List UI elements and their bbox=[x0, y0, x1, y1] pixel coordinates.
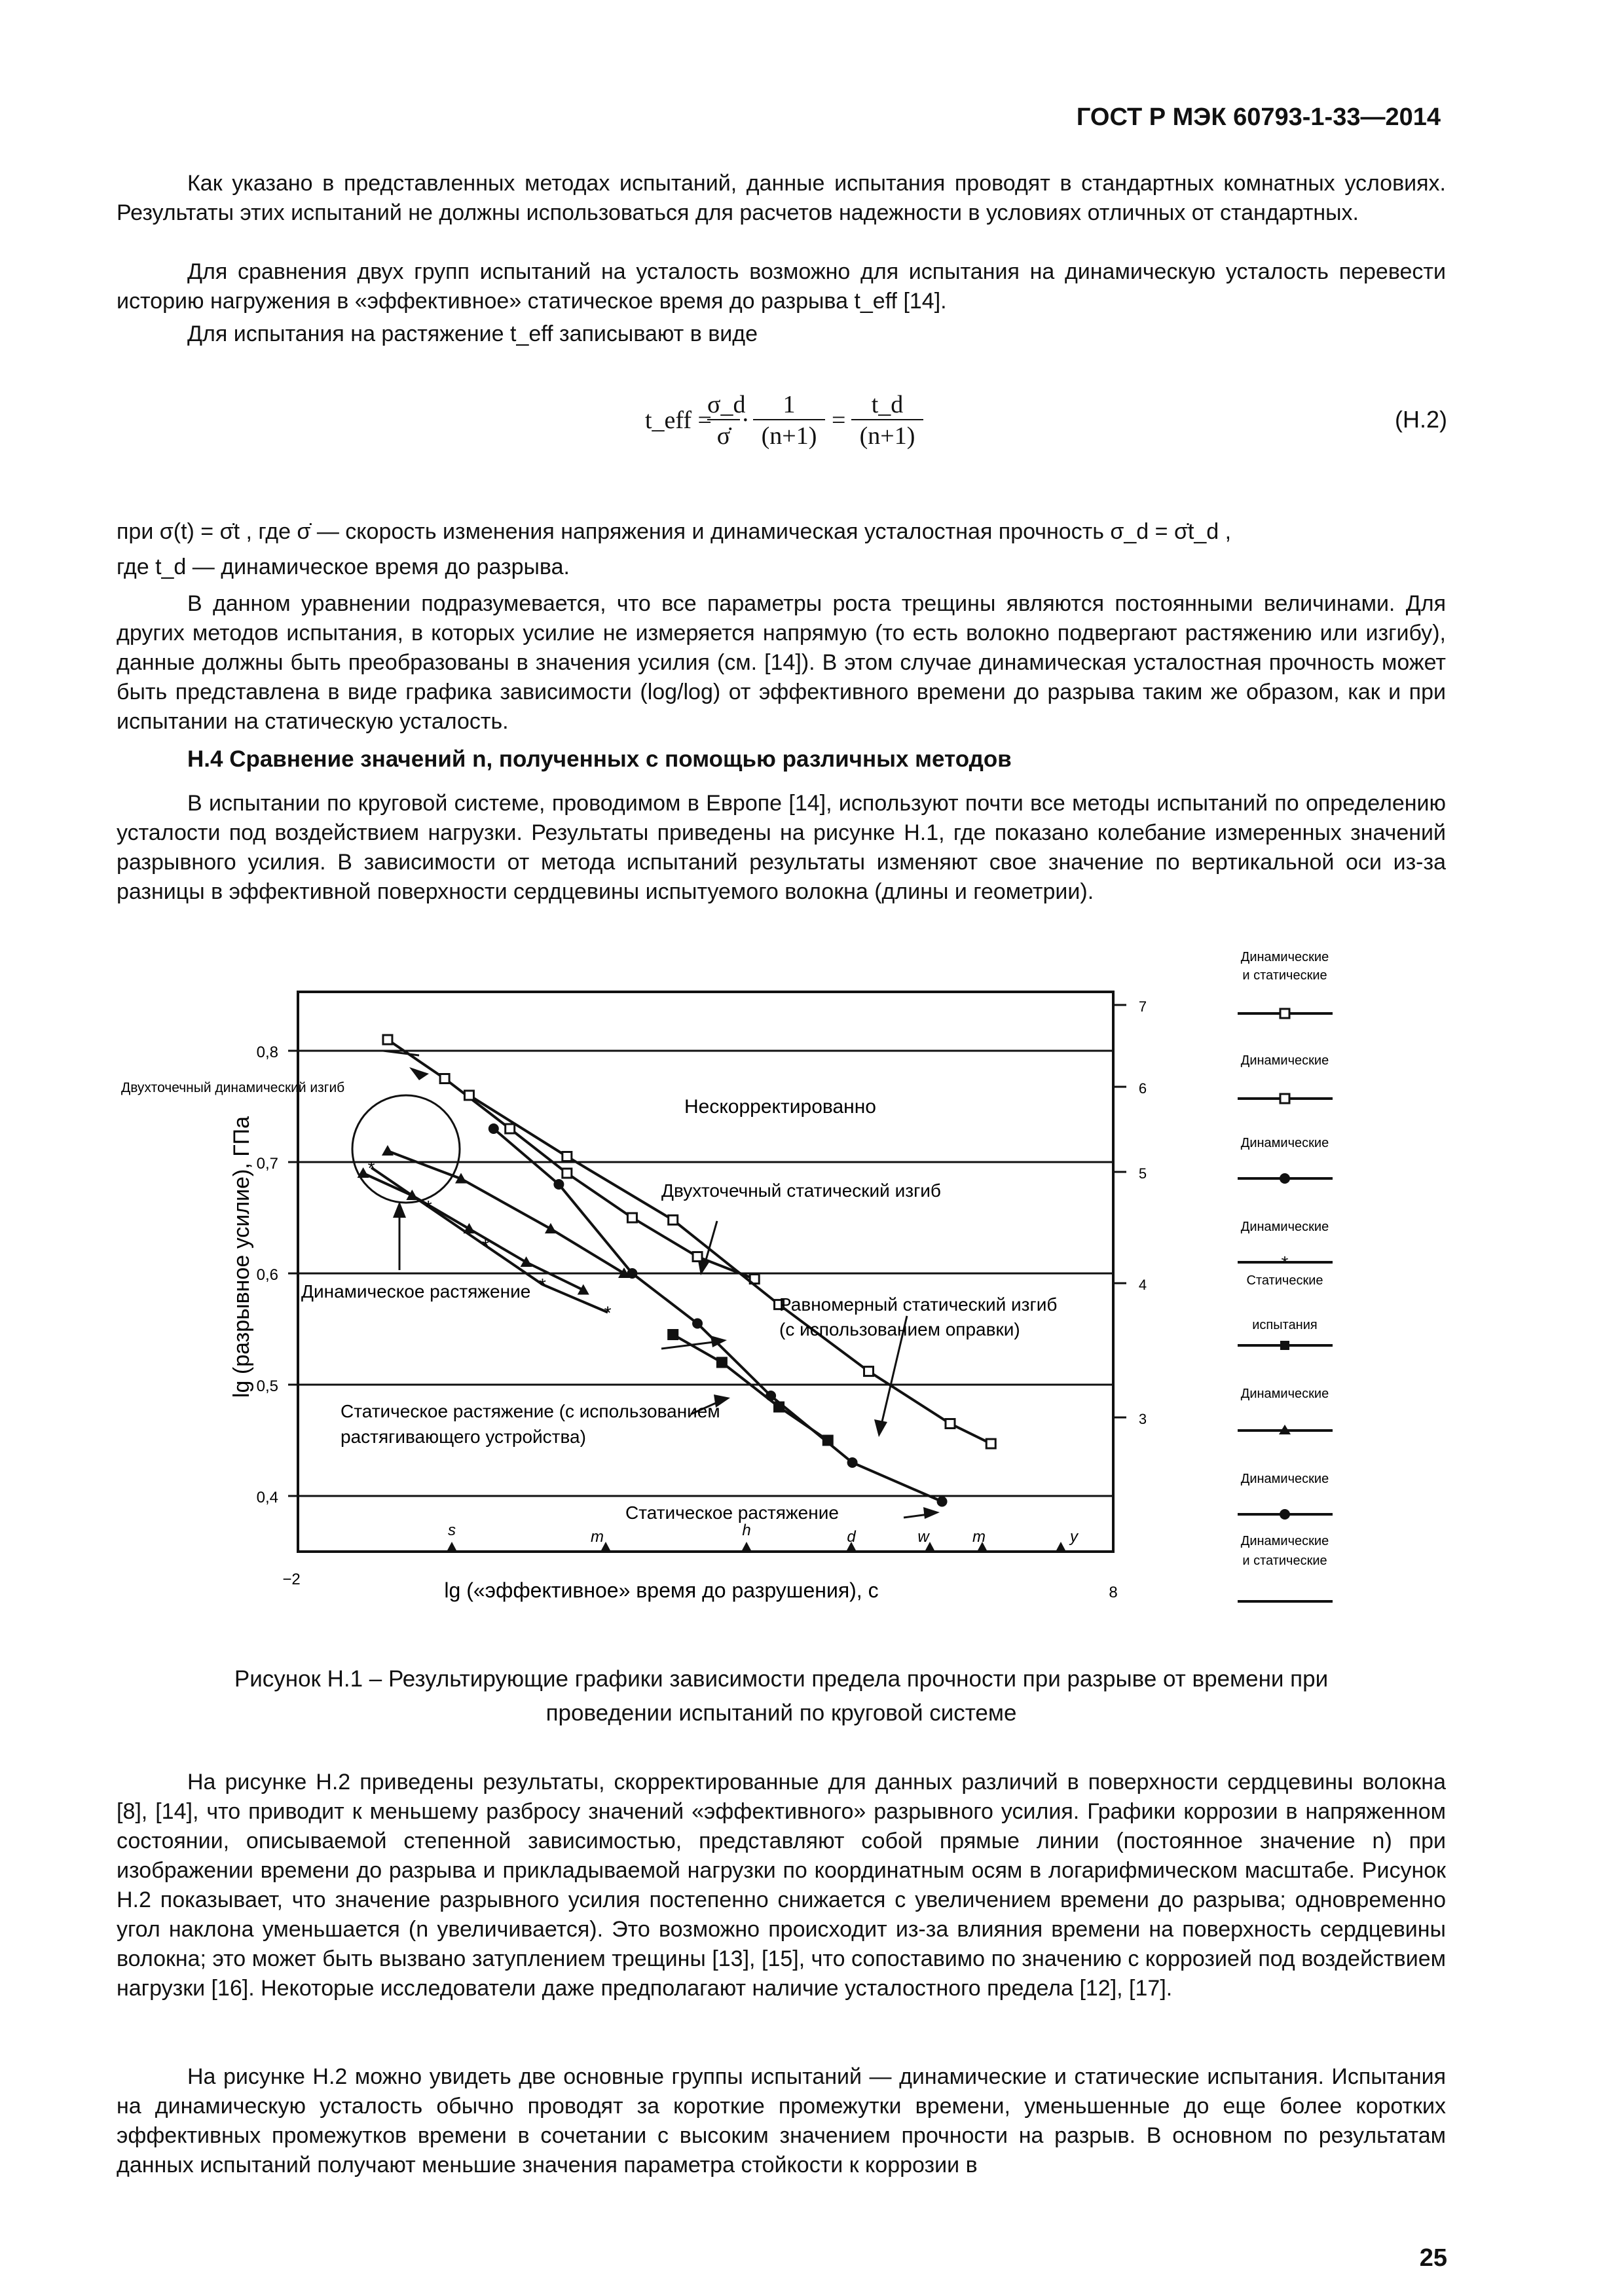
series-point bbox=[669, 1215, 678, 1224]
series-point bbox=[506, 1124, 515, 1133]
label-two-point-static: Двухточечный статический изгиб bbox=[661, 1180, 941, 1201]
formula-num1: σ_d bbox=[707, 391, 746, 418]
paragraph-round-robin: В испытании по круговой системе, проводимом в Европе [14], используют почти все методы испытаний по определению усталости под воздействием нагрузки. Результаты приведены на рисунке Н.1, где показано колебание измеренных значений разрывного усилия. В зависимости от метода испытаний результаты изменяют свое значение по вертикальной оси из-за разницы в эффективной поверхности сердцевины испытуемого волокна (длины и геометрии). bbox=[117, 791, 1446, 904]
figure-caption-line2: проведении испытаний по круговой системе bbox=[545, 1700, 1017, 1726]
series-point bbox=[847, 1457, 858, 1468]
time-mark-label: d bbox=[847, 1528, 856, 1546]
figure-strength-vs-time bbox=[0, 930, 1624, 1689]
series-point: * bbox=[604, 1302, 612, 1323]
paragraph-dynamic-time: где t_d — динамическое время до разрыва. bbox=[117, 555, 570, 579]
legend-label: Статические bbox=[1246, 1273, 1323, 1288]
series-point bbox=[563, 1152, 572, 1161]
legend-label: Динамические bbox=[1240, 1472, 1329, 1486]
series-point bbox=[775, 1402, 784, 1412]
time-mark-label: y bbox=[1070, 1528, 1078, 1546]
legend-label: Динамические bbox=[1240, 1136, 1329, 1150]
right-tick-label: 4 bbox=[1138, 1277, 1147, 1293]
time-mark-label: w bbox=[917, 1528, 929, 1546]
series-point bbox=[823, 1436, 832, 1445]
formula-num3: t_d bbox=[871, 391, 904, 418]
fraction-bar bbox=[707, 419, 740, 420]
series-point bbox=[553, 1179, 564, 1190]
series-point bbox=[692, 1319, 703, 1329]
series-line-6 bbox=[673, 1335, 828, 1441]
figure-caption: Рисунок Н.1 – Результирующие графики зависимости предела прочности при разрыве от времени при bbox=[234, 1666, 1329, 1692]
time-mark-label: h bbox=[742, 1522, 751, 1539]
label-two-point-dynamic: Двухточечный динамический изгиб bbox=[121, 1080, 345, 1095]
series-point: * bbox=[481, 1235, 489, 1256]
right-tick-label: 6 bbox=[1138, 1080, 1147, 1097]
series-point bbox=[717, 1358, 726, 1367]
paragraph-tension-intro: Для испытания на растяжение t_eff записывают в виде bbox=[187, 321, 758, 346]
series-point bbox=[563, 1169, 572, 1178]
legend-label: и статические bbox=[1242, 1554, 1327, 1568]
series-point bbox=[464, 1091, 473, 1100]
series-point bbox=[627, 1213, 637, 1222]
paragraph-stress-rate: при σ(t) = σ̇t , где σ̇ — скорость изменения напряжения и динамическая усталостная прочность σ_d = σ̇t_d , bbox=[117, 519, 1232, 544]
series-point bbox=[521, 1256, 532, 1267]
legend-label: Динамические bbox=[1240, 1387, 1329, 1401]
series-point bbox=[382, 1145, 394, 1156]
formula-den2: (n+1) bbox=[761, 422, 817, 450]
y-axis-label: lg (разрывное усилие), ГПа bbox=[229, 1116, 254, 1398]
label-uniform-static-note: (с использованием оправки) bbox=[779, 1319, 1020, 1339]
label-uncorrected: Нескорректированно bbox=[684, 1096, 876, 1118]
series-point bbox=[383, 1035, 392, 1044]
series-point bbox=[693, 1252, 702, 1262]
series-point bbox=[937, 1497, 948, 1507]
legend-label: Динамические bbox=[1240, 1534, 1329, 1548]
right-tick-label: 3 bbox=[1138, 1411, 1147, 1427]
series-point: * bbox=[367, 1157, 375, 1178]
series-point bbox=[864, 1367, 874, 1376]
fraction-bar bbox=[753, 419, 825, 420]
series-point: * bbox=[539, 1275, 546, 1295]
series-point bbox=[545, 1223, 557, 1233]
legend-label: испытания bbox=[1252, 1318, 1318, 1332]
legend-label: Динамические bbox=[1240, 950, 1329, 964]
x-axis-label: lg («эффективное» время до разрушения), с bbox=[444, 1578, 879, 1602]
y-tick-label: 0,4 bbox=[256, 1489, 278, 1506]
series-point: * bbox=[424, 1197, 432, 1217]
paragraph-test-groups: На рисунке Н.2 можно увидеть две основные группы испытаний — динамические и статические испытания. Испытания на динамическую усталость обычно проводят за короткие промежутки времени, уменьшенные до еще более коротких эффективных промежутков времени в сочетании с высоким значением прочности на разрыв. В основном по результатам данных испытаний получают меньшие значения параметра стойкости к коррозии в bbox=[117, 2064, 1446, 2178]
formula-den1: σ̇ bbox=[716, 422, 731, 450]
series-point bbox=[669, 1330, 678, 1339]
formula-num2: 1 bbox=[783, 391, 796, 418]
series-point bbox=[489, 1123, 499, 1134]
x-end-label: 8 bbox=[1109, 1584, 1118, 1601]
y-tick-label: 0,8 bbox=[256, 1044, 278, 1061]
legend-label: Динамические bbox=[1240, 1053, 1329, 1068]
series-point bbox=[440, 1074, 449, 1084]
formula-lhs: t_eff = bbox=[645, 407, 712, 434]
label-uniform-static: Равномерный статический изгиб bbox=[779, 1294, 1058, 1315]
label-static-tension-device-note: растягивающего устройства) bbox=[341, 1427, 586, 1447]
svg-text:*: * bbox=[1281, 1252, 1289, 1273]
right-tick-label: 7 bbox=[1138, 998, 1147, 1015]
document-header: ГОСТ Р МЭК 60793-1-33—2014 bbox=[1076, 103, 1441, 131]
time-mark-label: m bbox=[591, 1528, 604, 1546]
equation-number: (Н.2) bbox=[1395, 406, 1447, 433]
x-start-label: −2 bbox=[282, 1571, 301, 1588]
fraction-bar bbox=[851, 419, 923, 420]
legend-label: и статические bbox=[1242, 968, 1327, 983]
paragraph-fatigue-comparison: Для сравнения двух групп испытаний на усталость возможно для испытания на динамическую усталость перевести историю нагружения в «эффективное» статическое время до разрыва t_eff [14]. bbox=[117, 259, 1446, 314]
label-static-tension-device: Статическое растяжение (с использованием bbox=[341, 1401, 720, 1421]
time-mark-label: m bbox=[972, 1528, 986, 1546]
y-tick-label: 0,6 bbox=[256, 1266, 278, 1284]
label-dynamic-tension: Динамическое растяжение bbox=[301, 1281, 531, 1302]
label-static-tension: Статическое растяжение bbox=[625, 1503, 839, 1523]
legend-label: Динамические bbox=[1240, 1220, 1329, 1234]
series-point bbox=[986, 1439, 995, 1448]
paragraph-test-conditions: Как указано в представленных методах испытаний, данные испытания проводят в стандартных комнатных условиях. Результаты этих испытаний не должны использоваться для расчетов надежности в условиях отличных от стандартных. bbox=[117, 171, 1446, 225]
time-mark-label: s bbox=[448, 1522, 456, 1539]
section-title: Н.4 Сравнение значений n, полученных с помощью различных методов bbox=[187, 746, 1012, 772]
series-point bbox=[946, 1419, 955, 1429]
formula-teff: t_eff = σ_d σ̇ · 1 (n+1) = t_d (n+1) bbox=[0, 367, 1624, 458]
paragraph-crack-growth: В данном уравнении подразумевается, что все параметры роста трещины являются постоянными величинами. Для других методов испытания, в которых усилие не измеряется напрямую (то есть волокно подвергают растяжению или изгибу), данные должны быть преобразованы в значения усилия (см. [14]). В этом случае динамическая усталостная прочность может быть представлена в виде графика зависимости (log/log) от эффективного времени до разрыва таким же образом, как и при испытании на статическую усталость. bbox=[117, 591, 1446, 734]
page-number: 25 bbox=[1419, 2244, 1447, 2272]
y-tick-label: 0,5 bbox=[256, 1377, 278, 1395]
paragraph-corrected-results: На рисунке Н.2 приведены результаты, скорректированные для данных различий в поверхности сердцевины волокна [8], [14], что приводит к меньшему разбросу значений «эффективного» разрывного усилия. Графики коррозии в напряженном состоянии, описываемой степенной зависимостью, представляют собой прямые линии (постоянное значение n) при изображении времени до разрыва и прикладываемой нагрузки по координатным осям в логарифмическом масштабе. Рисунок Н.2 показывает, что значение разрывного усилия постепенно снижается с увеличением времени до разрыва; одновременно угол наклона уменьшается (n увеличивается). Это возможно происходит из-за влияния времени на поверхность сердцевины волокна; это может быть вызвано затуплением трещины [13], [15], что сопоставимо по значению с коррозией под воздействием нагрузки [16]. Некоторые исследователи даже предполагают наличие усталостного предела [12], [17]. bbox=[117, 1770, 1446, 2001]
formula-den3: (n+1) bbox=[859, 422, 915, 450]
y-tick-label: 0,7 bbox=[256, 1155, 278, 1173]
right-tick-label: 5 bbox=[1138, 1165, 1147, 1182]
